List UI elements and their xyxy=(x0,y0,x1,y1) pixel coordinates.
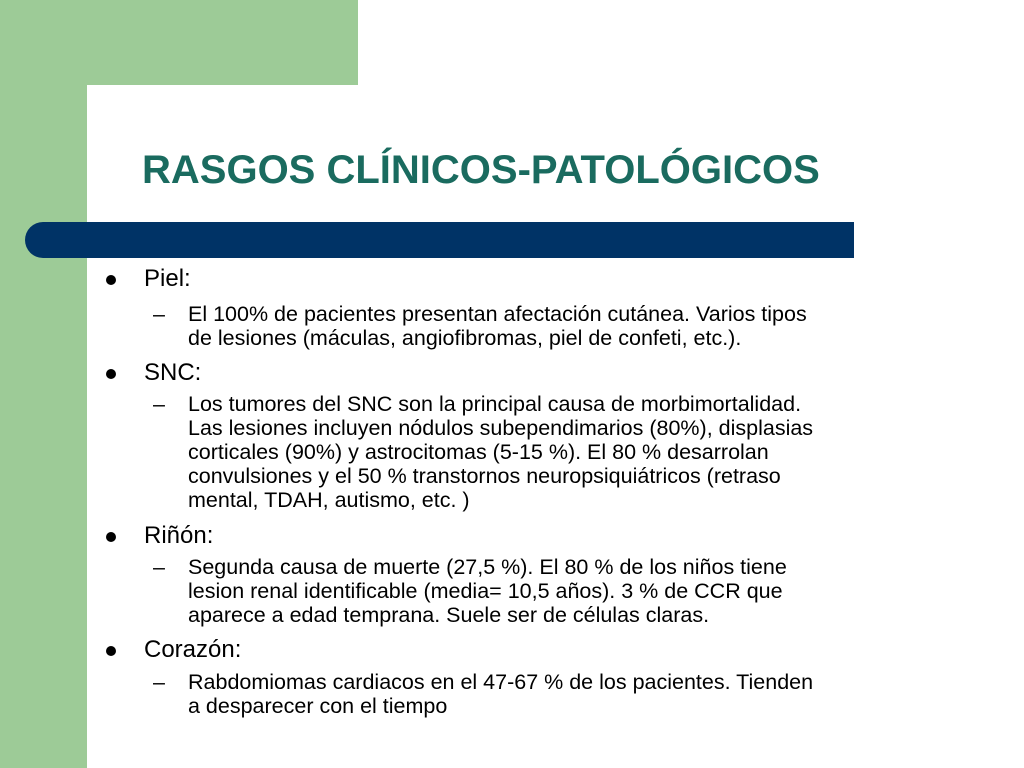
sub-item-text: El 100% de pacientes presentan afectación cutánea. Varios tipos de lesiones (máculas, angiofibromas, piel de confeti, etc.). xyxy=(188,302,807,350)
dash-icon: – xyxy=(153,392,165,416)
dash-icon: – xyxy=(153,555,165,579)
sub-item-text: Los tumores del SNC son la principal causa de morbimortalidad. Las lesiones incluyen nódulos subependimarios (80%), displasias corticales (90%) y astrocitomas (5-15 %). El 80 % desarrolan convulsiones y el 50 % transtornos neuropsiquiátricos (retraso mental, TDAH, autismo, etc. ) xyxy=(188,392,814,512)
bullet-dot-icon xyxy=(106,275,116,285)
bullet-heading: SNC: xyxy=(144,359,202,386)
bullet-heading: Piel: xyxy=(144,265,191,292)
dash-icon: – xyxy=(153,670,165,694)
bullet-dot-icon xyxy=(106,369,116,379)
bullet-heading: Riñón: xyxy=(144,522,214,549)
bullet-dot-icon xyxy=(106,532,116,542)
sub-item-text: Segunda causa de muerte (27,5 %). El 80 % de los niños tiene lesion renal identificable (media= 10,5 años). 3 % de CCR que aparece a edad temprana. Suele ser de células claras. xyxy=(188,555,787,627)
bullet-dot-icon xyxy=(106,646,116,656)
sub-item-text: Rabdomiomas cardiacos en el 47-67 % de los pacientes. Tienden a desparecer con el tiempo xyxy=(188,670,814,718)
dash-icon: – xyxy=(153,302,165,326)
bullet-heading: Corazón: xyxy=(144,636,242,663)
slide-title: RASGOS CLÍNICOS-PATOLÓGICOS xyxy=(142,148,820,192)
